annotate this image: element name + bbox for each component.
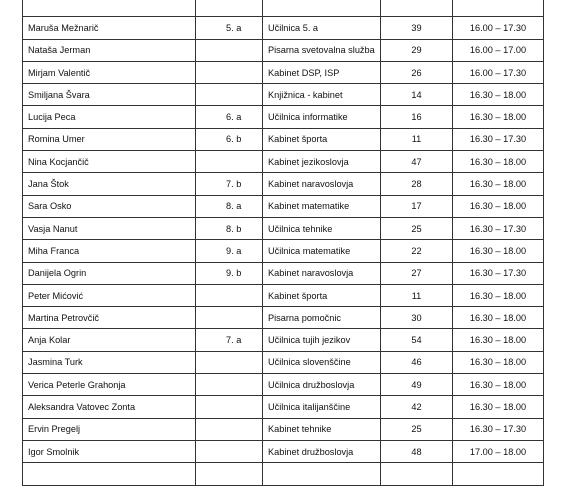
time-slot-cell: 16.30 – 18.00 xyxy=(453,329,544,351)
time-slot-cell: 16.30 – 18.00 xyxy=(453,374,544,396)
room-number-cell: 54 xyxy=(381,329,453,351)
room-cell: Kabinet naravoslovja xyxy=(263,262,381,284)
table-row xyxy=(23,262,544,284)
room-number-cell: 30 xyxy=(381,307,453,329)
room-number-cell: 48 xyxy=(381,440,453,462)
teacher-name-cell: Maruša Mežnarič xyxy=(23,17,196,39)
class-cell xyxy=(196,440,263,462)
table-row xyxy=(23,17,544,39)
teacher-name-cell: Nataša Jerman xyxy=(23,39,196,61)
teacher-name-cell: Verica Peterle Grahonja xyxy=(23,374,196,396)
time-slot-cell: 16.00 – 17.00 xyxy=(453,39,544,61)
class-cell: 7. b xyxy=(196,173,263,195)
room-cell: Kabinet tehnike xyxy=(263,418,381,440)
room-cell: Učilnica slovenščine xyxy=(263,351,381,373)
time-slot-cell: 16.30 – 18.00 xyxy=(453,195,544,217)
room-number-cell xyxy=(381,463,453,485)
time-slot-cell: 16.30 – 17.30 xyxy=(453,418,544,440)
table-row xyxy=(23,463,544,485)
room-cell: Učilnica tujih jezikov xyxy=(263,329,381,351)
room-number-cell: 27 xyxy=(381,262,453,284)
time-slot-cell: 16.30 – 18.00 xyxy=(453,284,544,306)
table-row xyxy=(23,374,544,396)
teacher-name-cell: Vasja Nanut xyxy=(23,217,196,239)
teacher-name-cell: Sara Osko xyxy=(23,195,196,217)
room-cell: Učilnica družboslovja xyxy=(263,374,381,396)
class-cell: 6. a xyxy=(196,106,263,128)
table-row xyxy=(23,39,544,61)
teacher-name-cell: Jana Štok xyxy=(23,173,196,195)
table-row xyxy=(23,61,544,83)
room-number-cell: 22 xyxy=(381,240,453,262)
office-hours-table xyxy=(22,0,544,486)
teacher-name-cell: Romina Umer xyxy=(23,128,196,150)
teacher-name-cell: Smiljana Švara xyxy=(23,84,196,106)
room-cell: Kabinet športa xyxy=(263,128,381,150)
teacher-name-cell: Peter Mićović xyxy=(23,284,196,306)
class-cell xyxy=(196,151,263,173)
table-row xyxy=(23,128,544,150)
time-slot-cell xyxy=(453,463,544,485)
time-slot-cell: 16.30 – 17.30 xyxy=(453,217,544,239)
room-number-cell: 29 xyxy=(381,39,453,61)
class-cell xyxy=(196,84,263,106)
room-cell: Pisarna pomočnic xyxy=(263,307,381,329)
room-number-cell: 26 xyxy=(381,61,453,83)
room-cell: Kabinet jezikoslovja xyxy=(263,151,381,173)
room-number-cell: 16 xyxy=(381,106,453,128)
class-cell xyxy=(196,418,263,440)
teacher-name-cell: Mirjam Valentič xyxy=(23,61,196,83)
class-cell: 6. b xyxy=(196,128,263,150)
room-cell xyxy=(263,0,381,17)
table-row xyxy=(23,151,544,173)
teacher-name-cell: Aleksandra Vatovec Zonta xyxy=(23,396,196,418)
class-cell xyxy=(196,0,263,17)
room-number-cell: 11 xyxy=(381,128,453,150)
room-number-cell: 25 xyxy=(381,217,453,239)
table-row xyxy=(23,195,544,217)
room-cell: Učilnica matematike xyxy=(263,240,381,262)
room-cell: Učilnica 5. a xyxy=(263,17,381,39)
table-row xyxy=(23,329,544,351)
time-slot-cell: 16.30 – 18.00 xyxy=(453,151,544,173)
table-body xyxy=(23,0,544,485)
room-cell: Učilnica informatike xyxy=(263,106,381,128)
teacher-name-cell: Miha Franca xyxy=(23,240,196,262)
teacher-name-cell xyxy=(23,463,196,485)
time-slot-cell: 16.30 – 18.00 xyxy=(453,173,544,195)
room-cell: Pisarna svetovalna služba xyxy=(263,39,381,61)
teacher-name-cell: Lucija Peca xyxy=(23,106,196,128)
teacher-name-cell: Igor Smolnik xyxy=(23,440,196,462)
table-row xyxy=(23,396,544,418)
room-cell xyxy=(263,463,381,485)
class-cell xyxy=(196,396,263,418)
room-number-cell: 42 xyxy=(381,396,453,418)
table-row xyxy=(23,440,544,462)
table-row xyxy=(23,307,544,329)
class-cell xyxy=(196,61,263,83)
class-cell xyxy=(196,284,263,306)
time-slot-cell: 16.00 – 17.30 xyxy=(453,17,544,39)
room-cell: Kabinet DSP, ISP xyxy=(263,61,381,83)
table-row xyxy=(23,0,544,17)
class-cell: 9. a xyxy=(196,240,263,262)
teacher-name-cell: Jasmina Turk xyxy=(23,351,196,373)
class-cell xyxy=(196,39,263,61)
teacher-name-cell: Martina Petrovčič xyxy=(23,307,196,329)
table-row xyxy=(23,106,544,128)
time-slot-cell: 16.30 – 18.00 xyxy=(453,240,544,262)
room-cell: Kabinet športa xyxy=(263,284,381,306)
table-row xyxy=(23,284,544,306)
class-cell xyxy=(196,307,263,329)
class-cell: 5. a xyxy=(196,17,263,39)
room-number-cell: 47 xyxy=(381,151,453,173)
room-number-cell: 11 xyxy=(381,284,453,306)
room-cell: Učilnica tehnike xyxy=(263,217,381,239)
room-number-cell: 14 xyxy=(381,84,453,106)
room-cell: Kabinet naravoslovja xyxy=(263,173,381,195)
teacher-name-cell xyxy=(23,0,196,17)
time-slot-cell: 17.00 – 18.00 xyxy=(453,440,544,462)
teacher-name-cell: Nina Kocjančič xyxy=(23,151,196,173)
table-row xyxy=(23,418,544,440)
class-cell: 8. a xyxy=(196,195,263,217)
time-slot-cell: 16.30 – 18.00 xyxy=(453,351,544,373)
room-number-cell: 17 xyxy=(381,195,453,217)
table-row xyxy=(23,173,544,195)
class-cell: 8. b xyxy=(196,217,263,239)
teacher-name-cell: Danijela Ogrin xyxy=(23,262,196,284)
table-row xyxy=(23,84,544,106)
room-cell: Kabinet matematike xyxy=(263,195,381,217)
time-slot-cell: 16.30 – 18.00 xyxy=(453,106,544,128)
room-cell: Učilnica italijanščine xyxy=(263,396,381,418)
teacher-name-cell: Anja Kolar xyxy=(23,329,196,351)
time-slot-cell: 16.30 – 18.00 xyxy=(453,396,544,418)
teacher-name-cell: Ervin Pregelj xyxy=(23,418,196,440)
class-cell: 7. a xyxy=(196,329,263,351)
room-cell: Knjižnica - kabinet xyxy=(263,84,381,106)
room-cell: Kabinet družboslovja xyxy=(263,440,381,462)
room-number-cell: 49 xyxy=(381,374,453,396)
room-number-cell: 25 xyxy=(381,418,453,440)
class-cell xyxy=(196,374,263,396)
time-slot-cell: 16.30 – 17.30 xyxy=(453,262,544,284)
table-row xyxy=(23,240,544,262)
time-slot-cell xyxy=(453,0,544,17)
class-cell xyxy=(196,463,263,485)
time-slot-cell: 16.30 – 18.00 xyxy=(453,307,544,329)
room-number-cell: 39 xyxy=(381,17,453,39)
table-row xyxy=(23,217,544,239)
room-number-cell: 46 xyxy=(381,351,453,373)
time-slot-cell: 16.00 – 17.30 xyxy=(453,61,544,83)
time-slot-cell: 16.30 – 17.30 xyxy=(453,128,544,150)
room-number-cell xyxy=(381,0,453,17)
room-number-cell: 28 xyxy=(381,173,453,195)
class-cell: 9. b xyxy=(196,262,263,284)
class-cell xyxy=(196,351,263,373)
time-slot-cell: 16.30 – 18.00 xyxy=(453,84,544,106)
table-row xyxy=(23,351,544,373)
